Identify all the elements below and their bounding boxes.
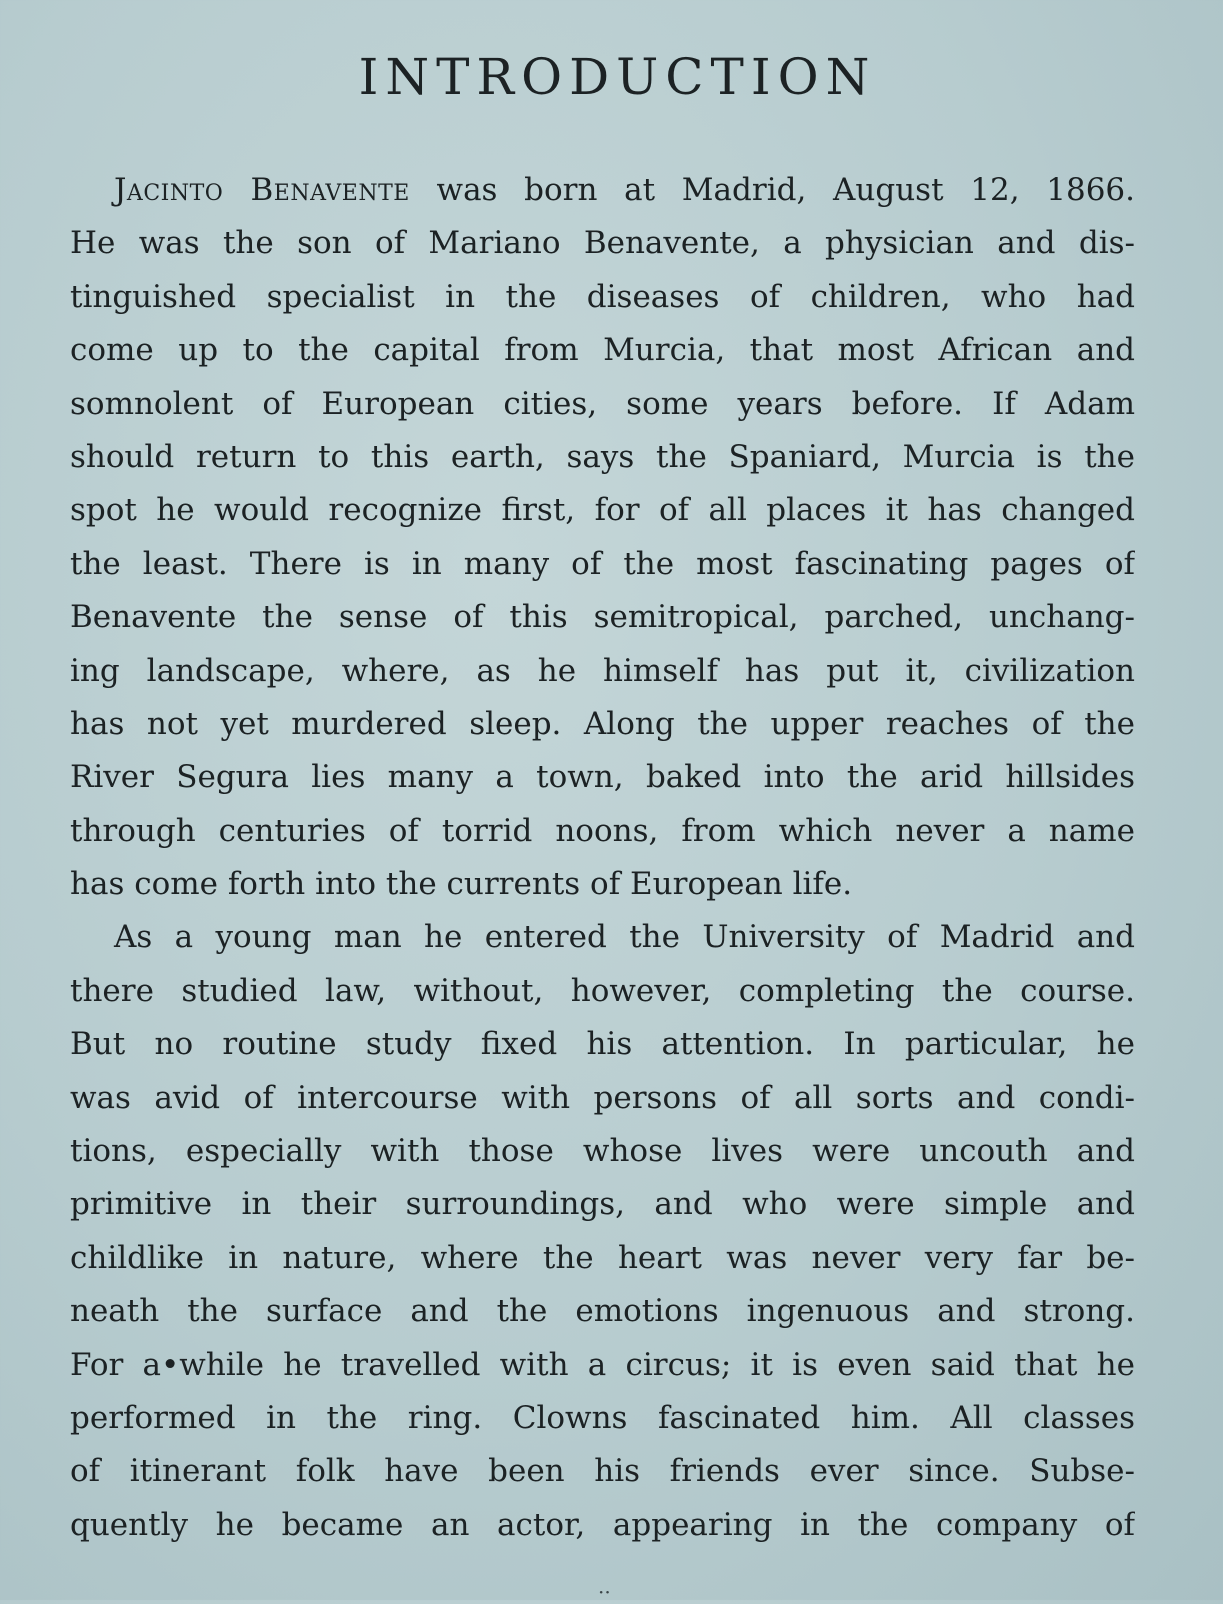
text-line: But no routine study fixed his attention. In particular, he [70, 1026, 1135, 1063]
text-line: ing landscape, where, as he himself has put it, civilization [70, 652, 1135, 689]
text-line: somnolent of European cities, some years before. If Adam [70, 385, 1135, 422]
text-line: childlike in nature, where the heart was never very far be- [70, 1239, 1135, 1276]
author-name: Jacinto Benavente [114, 172, 410, 208]
text-line: spot he would recognize first, for of all places it has changed [70, 492, 1135, 529]
text-line: neath the surface and the emotions ingenuous and strong. [70, 1293, 1135, 1330]
text-line: tions, especially with those whose lives were uncouth and [70, 1133, 1135, 1170]
text-line: has come forth into the currents of European life. [70, 866, 853, 903]
text-line: Benavente the sense of this semitropical, parched, unchang- [70, 599, 1135, 636]
text-line [70, 164, 1135, 217]
text-line: tinguished specialist in the diseases of children, who had [70, 278, 1135, 315]
text-line: River Segura lies many a town, baked into the arid hillsides [70, 759, 1135, 796]
text-line: has not yet murdered sleep. Along the upper reaches of the [70, 705, 1135, 742]
text-line: He was the son of Mariano Benavente, a physician and dis- [70, 225, 1135, 262]
body-text [70, 164, 1135, 1552]
text-line: As a young man he entered the University of Madrid and [114, 919, 1135, 956]
text-line: quently he became an actor, appearing in the company of [70, 1506, 1135, 1543]
paragraph-1 [70, 164, 1135, 911]
text-line-content: was born at Madrid, August 12, 1866. [409, 172, 1135, 208]
text-line: was avid of intercourse with persons of all sorts and condi- [70, 1079, 1135, 1116]
text-line: primitive in their surroundings, and who were simple and [70, 1186, 1135, 1223]
text-line: come up to the capital from Murcia, that most African and [70, 332, 1135, 369]
chapter-heading: INTRODUCTION [358, 48, 877, 106]
text-line: For a•while he travelled with a circus; it is even said that he [70, 1346, 1135, 1383]
text-line: the least. There is in many of the most fascinating pages of [70, 545, 1135, 582]
text-line: performed in the ring. Clowns fascinated him. All classes [70, 1399, 1135, 1436]
paragraph-2 [70, 911, 1135, 1552]
page-footer-mark: ·· [598, 1580, 611, 1604]
text-line: of itinerant folk have been his friends ever since. Subse- [70, 1453, 1135, 1490]
text-line: should return to this earth, says the Spaniard, Murcia is the [70, 438, 1135, 475]
text-line: through centuries of torrid noons, from which never a name [70, 812, 1135, 849]
text-line: there studied law, without, however, completing the course. [70, 972, 1135, 1009]
